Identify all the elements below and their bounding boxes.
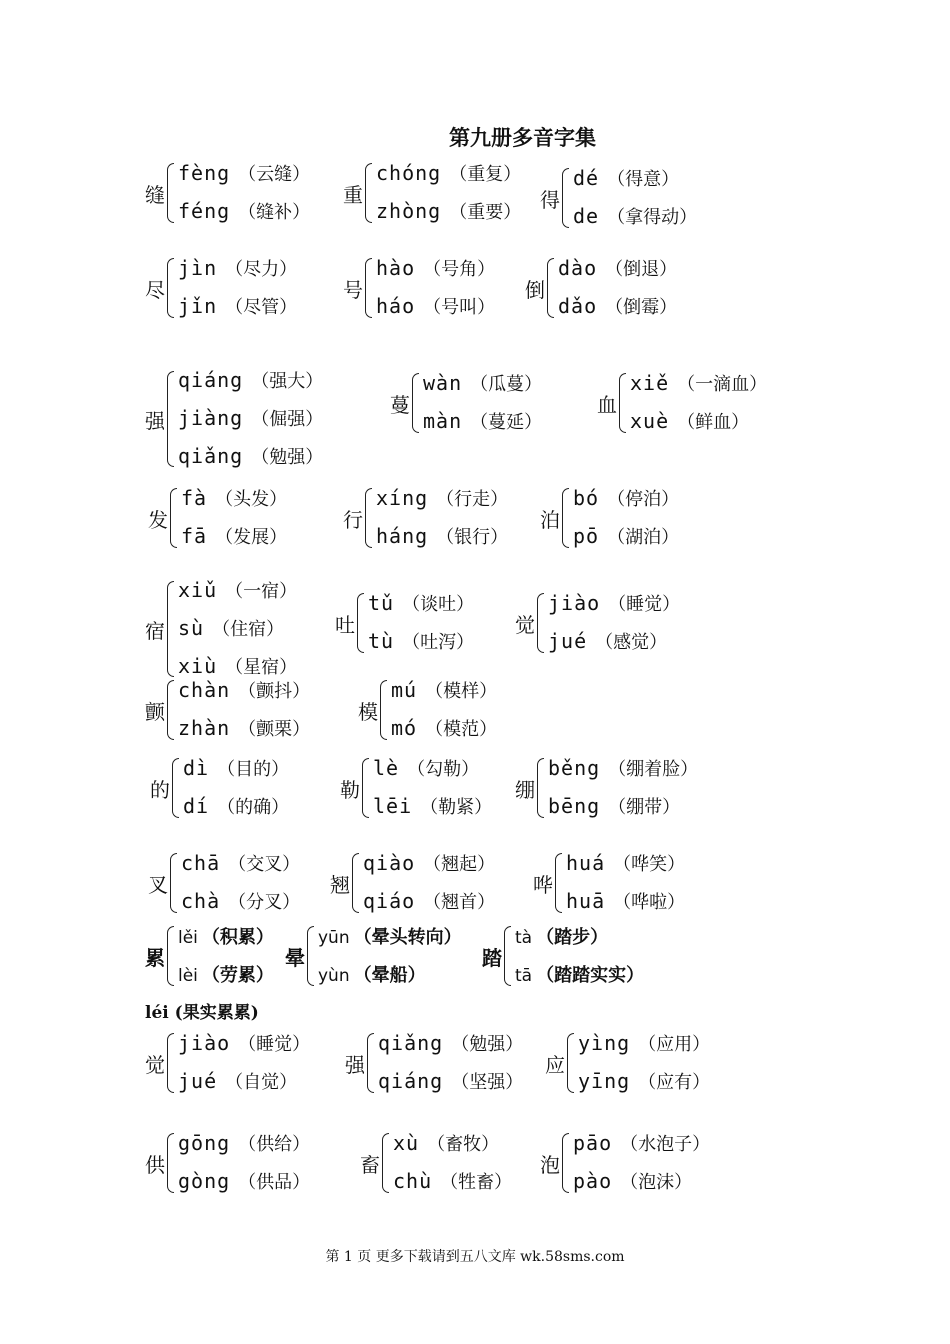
polyphone-group [545, 1025, 710, 1101]
pinyin: dì [183, 756, 210, 780]
brace-bracket [555, 853, 562, 913]
brace-bracket [365, 163, 372, 223]
polyphone-group [540, 160, 697, 236]
reading-row [363, 845, 495, 883]
reading-row [368, 585, 474, 623]
reading-row [363, 883, 495, 921]
example-word: （供给） [238, 1134, 311, 1155]
polyphone-character: 颤 [145, 699, 165, 724]
pinyin: lěi [178, 928, 198, 948]
example-word: （倒霉） [605, 297, 678, 318]
reading-row [183, 788, 289, 826]
pinyin: dí [183, 794, 210, 818]
pinyin: yūn [318, 928, 350, 948]
polyphone-group [597, 365, 767, 441]
example-word: （踏踏实实） [536, 965, 645, 986]
polyphone-character: 绷 [515, 777, 535, 802]
pinyin: jìn [178, 256, 218, 280]
pinyin: pāo [573, 1131, 613, 1155]
example-word: （模样） [425, 681, 498, 702]
example-word: （发展） [215, 527, 288, 548]
reading-row [548, 623, 680, 661]
example-word: （感觉） [595, 632, 668, 653]
polyphone-character: 强 [345, 1052, 365, 1077]
brace-bracket [352, 853, 359, 913]
polyphone-character: 晕 [285, 945, 305, 970]
polyphone-group [285, 918, 462, 994]
pinyin: qiáng [178, 368, 244, 392]
page-footer: 第 1 页 更多下载请到五八文库 wk.58sms.com [325, 1249, 625, 1265]
pinyin: háng [376, 524, 429, 548]
example-word: （头发） [215, 489, 288, 510]
example-word: （强大） [251, 371, 324, 392]
polyphone-group [145, 918, 274, 994]
example-word: （倔强） [251, 409, 324, 430]
brace-bracket [537, 758, 544, 818]
example-word: （鲜血） [677, 412, 750, 433]
pinyin: tǔ [368, 591, 395, 615]
pinyin: chù [393, 1169, 433, 1193]
polyphone-group [515, 750, 698, 826]
polyphone-character: 哗 [533, 872, 553, 897]
polyphone-character: 血 [597, 392, 617, 417]
example-word: （一宿） [225, 581, 298, 602]
pinyin: qiào [363, 851, 416, 875]
polyphone-group [515, 585, 680, 661]
reading-row [178, 1025, 310, 1063]
pinyin: mú [391, 678, 418, 702]
reading-row [515, 918, 644, 956]
example-word: （晕头转向） [353, 927, 462, 948]
polyphone-character: 畜 [360, 1152, 380, 1177]
reading-row [573, 198, 697, 236]
brace-bracket [170, 488, 177, 548]
example-word: （缝补） [238, 202, 311, 223]
example-word: （蔓延） [470, 412, 543, 433]
pinyin: hào [376, 256, 416, 280]
example-word: （银行） [436, 527, 509, 548]
example-word: （水泡子） [620, 1134, 711, 1155]
example-word: （哗啦） [613, 892, 686, 913]
reading-row [178, 155, 310, 193]
example-word: （重复） [449, 164, 522, 185]
example-word: （目的） [217, 759, 290, 780]
pinyin: xiù [178, 654, 218, 678]
reading-row [630, 365, 767, 403]
reading-row [178, 250, 297, 288]
example-word: （号叫） [423, 297, 496, 318]
example-word: （畜牧） [427, 1134, 500, 1155]
polyphone-character: 得 [540, 187, 560, 212]
reading-row [573, 1125, 710, 1163]
pinyin: xiě [630, 371, 670, 395]
polyphone-character: 强 [145, 408, 165, 433]
example-word: （哗笑） [613, 854, 686, 875]
example-word: （得意） [607, 169, 680, 190]
brace-bracket [562, 168, 569, 228]
example-word: （勾勒） [407, 759, 480, 780]
reading-row [178, 193, 310, 231]
pinyin: jiào [548, 591, 601, 615]
example-word: （睡觉） [608, 594, 681, 615]
reading-row [391, 710, 497, 748]
pinyin: jiàng [178, 406, 244, 430]
pinyin: tā [515, 966, 533, 986]
extra-reading-line: léi (果实累累) [145, 1003, 259, 1023]
brace-bracket [412, 373, 419, 433]
brace-bracket [167, 581, 174, 677]
pinyin: yùn [318, 966, 350, 986]
pinyin: fà [181, 486, 208, 510]
example-word: （行走） [436, 489, 509, 510]
polyphone-group [148, 480, 287, 556]
pinyin: jué [548, 629, 588, 653]
brace-bracket [504, 926, 511, 986]
example-word: （晕船） [353, 965, 426, 986]
pinyin: háo [376, 294, 416, 318]
reading-row [573, 518, 679, 556]
pinyin: de [573, 204, 600, 228]
pinyin: chā [181, 851, 221, 875]
polyphone-character: 倒 [525, 277, 545, 302]
reading-row [178, 610, 297, 648]
pinyin: dào [558, 256, 598, 280]
reading-row [573, 1163, 710, 1201]
example-word: （坚强） [451, 1072, 524, 1093]
pinyin: xiǔ [178, 578, 218, 602]
polyphone-character: 叉 [148, 872, 168, 897]
pinyin: jiào [178, 1031, 231, 1055]
reading-row [178, 362, 323, 400]
brace-bracket [365, 488, 372, 548]
polyphone-character: 累 [145, 945, 165, 970]
example-word: （劳累） [201, 965, 274, 986]
example-word: （踏步） [536, 927, 609, 948]
example-word: （的确） [217, 797, 290, 818]
polyphone-group [345, 1025, 523, 1101]
polyphone-group [145, 250, 297, 326]
example-word: （号角） [423, 259, 496, 280]
pinyin: chà [181, 889, 221, 913]
polyphone-group [340, 750, 492, 826]
pinyin: qiǎng [178, 444, 244, 468]
reading-row [318, 918, 462, 956]
reading-row [558, 250, 677, 288]
reading-row [378, 1063, 523, 1101]
polyphone-character: 吐 [335, 612, 355, 637]
example-word: （颤栗） [238, 719, 311, 740]
example-word: （交叉） [228, 854, 301, 875]
polyphone-group [148, 845, 300, 921]
example-word: （自觉） [225, 1072, 298, 1093]
example-word: （睡觉） [238, 1034, 311, 1055]
polyphone-character: 应 [545, 1052, 565, 1077]
page-title: 第九册多音字集 [449, 125, 596, 150]
polyphone-group [525, 250, 677, 326]
pinyin: lè [373, 756, 400, 780]
brace-bracket [547, 258, 554, 318]
reading-row [558, 288, 677, 326]
polyphone-character: 模 [358, 699, 378, 724]
reading-row [566, 845, 685, 883]
reading-row [393, 1163, 512, 1201]
example-word: （颤抖） [238, 681, 311, 702]
pinyin: xù [393, 1131, 420, 1155]
example-word: （倒退） [605, 259, 678, 280]
pinyin: qiáng [378, 1069, 444, 1093]
polyphone-group [343, 250, 495, 326]
example-word: （云缝） [238, 164, 311, 185]
example-word: （勒紧） [420, 797, 493, 818]
pinyin: mó [391, 716, 418, 740]
polyphone-group [540, 1125, 710, 1201]
brace-bracket [562, 488, 569, 548]
reading-row [373, 750, 492, 788]
pinyin: zhàn [178, 716, 231, 740]
reading-row [318, 956, 462, 994]
reading-row [178, 956, 274, 994]
polyphone-group [482, 918, 644, 994]
brace-bracket [167, 258, 174, 318]
reading-row [376, 288, 495, 326]
polyphone-group [343, 155, 521, 231]
example-word: （尽力） [225, 259, 298, 280]
example-word: （应用） [638, 1034, 711, 1055]
example-word: （勉强） [451, 1034, 524, 1055]
brace-bracket [537, 593, 544, 653]
polyphone-group [145, 1025, 310, 1101]
brace-bracket [167, 371, 174, 467]
reading-row [578, 1063, 710, 1101]
pinyin: xíng [376, 486, 429, 510]
example-word: （尽管） [225, 297, 298, 318]
reading-row [368, 623, 474, 661]
polyphone-character: 踏 [482, 945, 502, 970]
polyphone-character: 泊 [540, 507, 560, 532]
example-word: （模范） [425, 719, 498, 740]
polyphone-character: 号 [343, 277, 363, 302]
polyphone-character: 行 [343, 507, 363, 532]
reading-row [373, 788, 492, 826]
reading-row [178, 672, 310, 710]
pinyin: bó [573, 486, 600, 510]
reading-row [548, 750, 698, 788]
example-word: （绷带） [608, 797, 681, 818]
reading-row [573, 480, 679, 518]
polyphone-character: 重 [343, 182, 363, 207]
polyphone-group [145, 1125, 310, 1201]
reading-row [181, 883, 300, 921]
example-word: （翘起） [423, 854, 496, 875]
reading-row [566, 883, 685, 921]
brace-bracket [167, 1133, 174, 1193]
brace-bracket [167, 926, 174, 986]
polyphone-character: 缝 [145, 182, 165, 207]
pinyin: qiǎng [378, 1031, 444, 1055]
example-word: （积累） [201, 927, 274, 948]
reading-row [376, 155, 521, 193]
example-word: （供品） [238, 1172, 311, 1193]
reading-row [183, 750, 289, 788]
brace-bracket [567, 1033, 574, 1093]
reading-row [178, 572, 297, 610]
polyphone-character: 宿 [145, 618, 165, 643]
polyphone-group [390, 365, 542, 441]
pinyin: chàn [178, 678, 231, 702]
example-word: （一滴血） [677, 374, 768, 395]
pinyin: wàn [423, 371, 463, 395]
pinyin: běng [548, 756, 601, 780]
brace-bracket [362, 758, 369, 818]
example-word: （应有） [638, 1072, 711, 1093]
example-word: （分叉） [228, 892, 301, 913]
reading-row [376, 480, 508, 518]
example-word: （牲畜） [440, 1172, 513, 1193]
reading-row [181, 845, 300, 883]
polyphone-group [145, 572, 297, 686]
brace-bracket [357, 593, 364, 653]
example-word: （瓜蔓） [470, 374, 543, 395]
polyphone-group [145, 362, 323, 476]
reading-row [181, 518, 287, 556]
example-word: （湖泊） [607, 527, 680, 548]
brace-bracket [382, 1133, 389, 1193]
pinyin: yìng [578, 1031, 631, 1055]
reading-row [178, 1063, 310, 1101]
reading-row [178, 918, 274, 956]
example-word: （停泊） [607, 489, 680, 510]
polyphone-character: 的 [150, 777, 170, 802]
pinyin: lèi [178, 966, 198, 986]
brace-bracket [170, 853, 177, 913]
polyphone-character: 尽 [145, 277, 165, 302]
pinyin: bēng [548, 794, 601, 818]
reading-row [548, 585, 680, 623]
reading-row [376, 193, 521, 231]
pinyin: xuè [630, 409, 670, 433]
reading-row [378, 1025, 523, 1063]
example-word: （重要） [449, 202, 522, 223]
pinyin: huá [566, 851, 606, 875]
polyphone-character: 勒 [340, 777, 360, 802]
pinyin: pō [573, 524, 600, 548]
pinyin: gòng [178, 1169, 231, 1193]
reading-row [178, 1163, 310, 1201]
reading-row [548, 788, 698, 826]
polyphone-group [145, 672, 310, 748]
brace-bracket [307, 926, 314, 986]
reading-row [376, 250, 495, 288]
example-word: （星宿） [225, 657, 298, 678]
reading-row [515, 956, 644, 994]
reading-row [391, 672, 497, 710]
polyphone-group [540, 480, 679, 556]
example-word: （吐泻） [402, 632, 475, 653]
polyphone-character: 泡 [540, 1152, 560, 1177]
reading-row [178, 438, 323, 476]
polyphone-group [533, 845, 685, 921]
example-word: （翘首） [423, 892, 496, 913]
pinyin: fā [181, 524, 208, 548]
polyphone-character: 蔓 [390, 392, 410, 417]
polyphone-group [150, 750, 289, 826]
reading-row [423, 403, 542, 441]
example-word: （谈吐） [402, 594, 475, 615]
brace-bracket [172, 758, 179, 818]
pinyin: qiáo [363, 889, 416, 913]
brace-bracket [619, 373, 626, 433]
pinyin: fèng [178, 161, 231, 185]
pinyin: lēi [373, 794, 413, 818]
pinyin: pào [573, 1169, 613, 1193]
reading-row [578, 1025, 710, 1063]
pinyin: màn [423, 409, 463, 433]
polyphone-group [358, 672, 497, 748]
polyphone-group [145, 155, 310, 231]
pinyin: yīng [578, 1069, 631, 1093]
reading-row [376, 518, 508, 556]
pinyin: gōng [178, 1131, 231, 1155]
pinyin: jǐn [178, 294, 218, 318]
polyphone-character: 觉 [515, 612, 535, 637]
polyphone-character: 发 [148, 507, 168, 532]
reading-row [178, 288, 297, 326]
brace-bracket [367, 1033, 374, 1093]
example-word: （泡沫） [620, 1172, 693, 1193]
pinyin: chóng [376, 161, 442, 185]
reading-row [573, 160, 697, 198]
polyphone-group [335, 585, 474, 661]
brace-bracket [167, 680, 174, 740]
brace-bracket [167, 163, 174, 223]
brace-bracket [380, 680, 387, 740]
pinyin: sù [178, 616, 205, 640]
polyphone-character: 觉 [145, 1052, 165, 1077]
pinyin: tà [515, 928, 533, 948]
reading-row [630, 403, 767, 441]
pinyin: tù [368, 629, 395, 653]
example-word: （绷着脸） [608, 759, 699, 780]
reading-row [423, 365, 542, 403]
reading-row [178, 1125, 310, 1163]
polyphone-character: 供 [145, 1152, 165, 1177]
reading-row [181, 480, 287, 518]
reading-row [393, 1125, 512, 1163]
brace-bracket [167, 1033, 174, 1093]
pinyin: dé [573, 166, 600, 190]
reading-row [178, 710, 310, 748]
brace-bracket [562, 1133, 569, 1193]
pinyin: féng [178, 199, 231, 223]
example-word: （勉强） [251, 447, 324, 468]
brace-bracket [365, 258, 372, 318]
polyphone-character: 翘 [330, 872, 350, 897]
example-word: （拿得动） [607, 207, 698, 228]
pinyin: zhòng [376, 199, 442, 223]
polyphone-group [360, 1125, 512, 1201]
polyphone-group [343, 480, 508, 556]
reading-row [178, 400, 323, 438]
example-word: （住宿） [212, 619, 285, 640]
polyphone-group [330, 845, 495, 921]
pinyin: jué [178, 1069, 218, 1093]
pinyin: dǎo [558, 294, 598, 318]
pinyin: huā [566, 889, 606, 913]
